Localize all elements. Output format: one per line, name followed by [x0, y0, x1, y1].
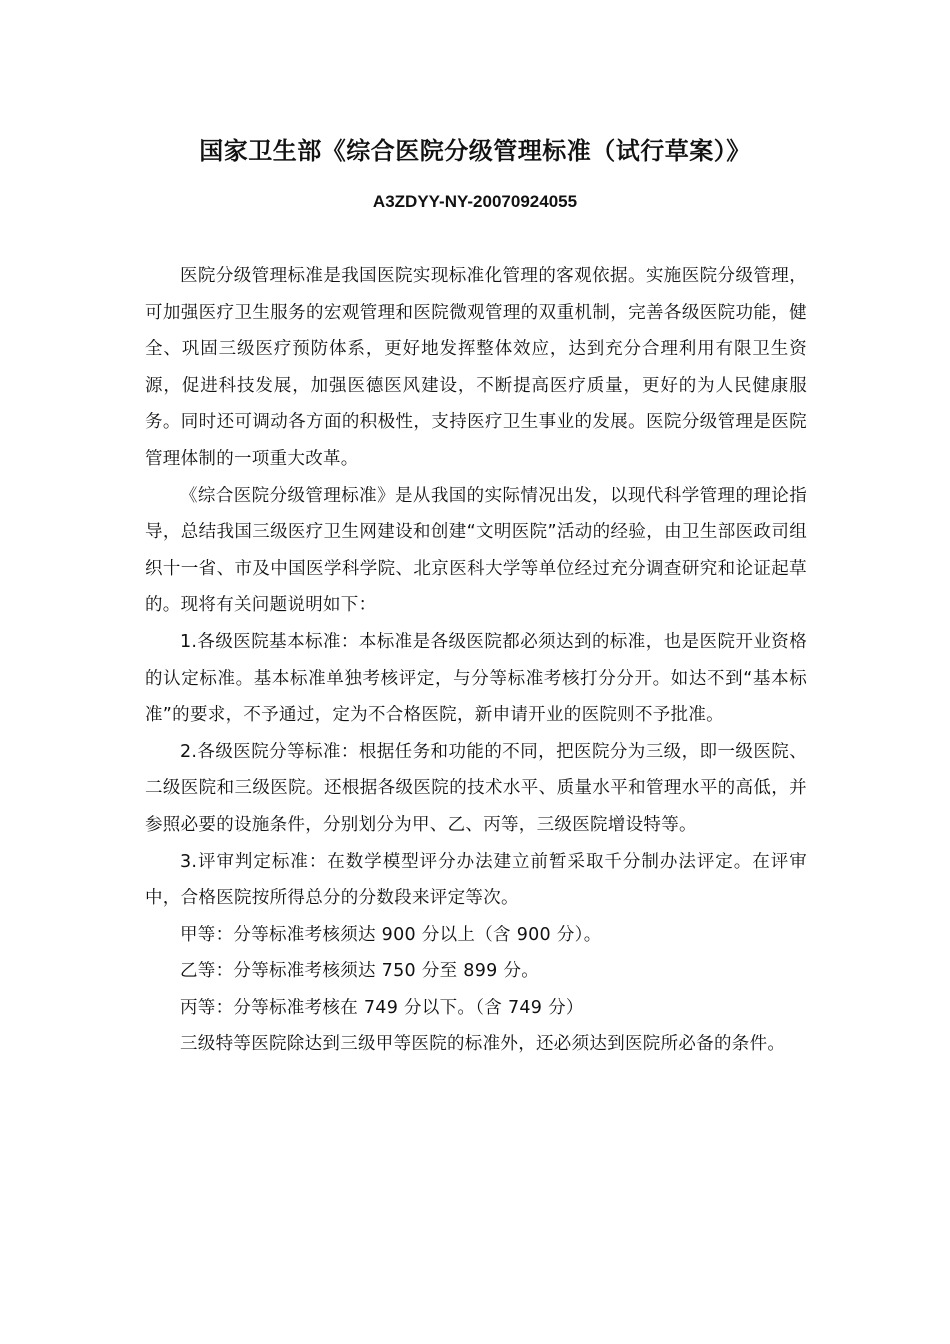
paragraph-intro: 医院分级管理标准是我国医院实现标准化管理的客观依据。实施医院分级管理，可加强医疗卫生服务的宏观管理和医院微观管理的双重机制，完善各级医院功能，健全、巩固三级医疗预防体系，更好地发挥整体效应，达到充分合理利用有限卫生资源，促进科技发展，加强医德医风建设，不断提高医疗质量，更好的为人民健康服务。同时还可调动各方面的积极性，支持医疗卫生事业的发展。医院分级管理是医院管理体制的一项重大改革。 [145, 266, 807, 469]
document-code: A3ZDYY-NY-20070924055 [372, 192, 578, 211]
paragraph-grade-b: 乙等：分等标准考核须达 750 分至 899 分。 [180, 961, 540, 982]
paragraph-grade-c: 丙等：分等标准考核在 749 分以下。（含 749 分） [180, 997, 584, 1018]
paragraph-review-standard: 3.评审判定标准：在数学模型评分办法建立前暂采取千分制办法评定。在评审中，合格医院按所得总分的分数段来评定等次。 [145, 851, 807, 909]
paragraph-grading-standard: 2.各级医院分等标准：根据任务和功能的不同，把医院分为三级，即一级医院、二级医院和三级医院。还根据各级医院的技术水平、质量水平和管理水平的高低，并参照必要的设施条件，分别划分为甲、乙、丙等，三级医院增设特等。 [145, 741, 807, 835]
paragraph-basic-standard: 1.各级医院基本标准：本标准是各级医院都必须达到的标准，也是医院开业资格的认定标准。基本标准单独考核评定，与分等标准考核打分分开。如达不到“基本标准”的要求，不予通过，定为不合格医院，新申请开业的医院则不予批准。 [145, 631, 807, 726]
paragraph-background: 《综合医院分级管理标准》是从我国的实际情况出发，以现代科学管理的理论指导，总结我国三级医疗卫生网建设和创建“文明医院”活动的经验，由卫生部医政司组织十一省、市及中国医学科学院、北京医科大学等单位经过充分调查研究和论证起草的。现将有关问题说明如下： [145, 485, 807, 616]
document-body [145, 258, 807, 1063]
paragraph-grade-a: 甲等：分等标准考核须达 900 分以上（含 900 分）。 [180, 924, 602, 945]
document-title: 国家卫生部《综合医院分级管理标准（试行草案）》 [199, 137, 751, 165]
paragraph-special-grade: 三级特等医院除达到三级甲等医院的标准外，还必须达到医院所必备的条件。 [180, 1034, 786, 1055]
